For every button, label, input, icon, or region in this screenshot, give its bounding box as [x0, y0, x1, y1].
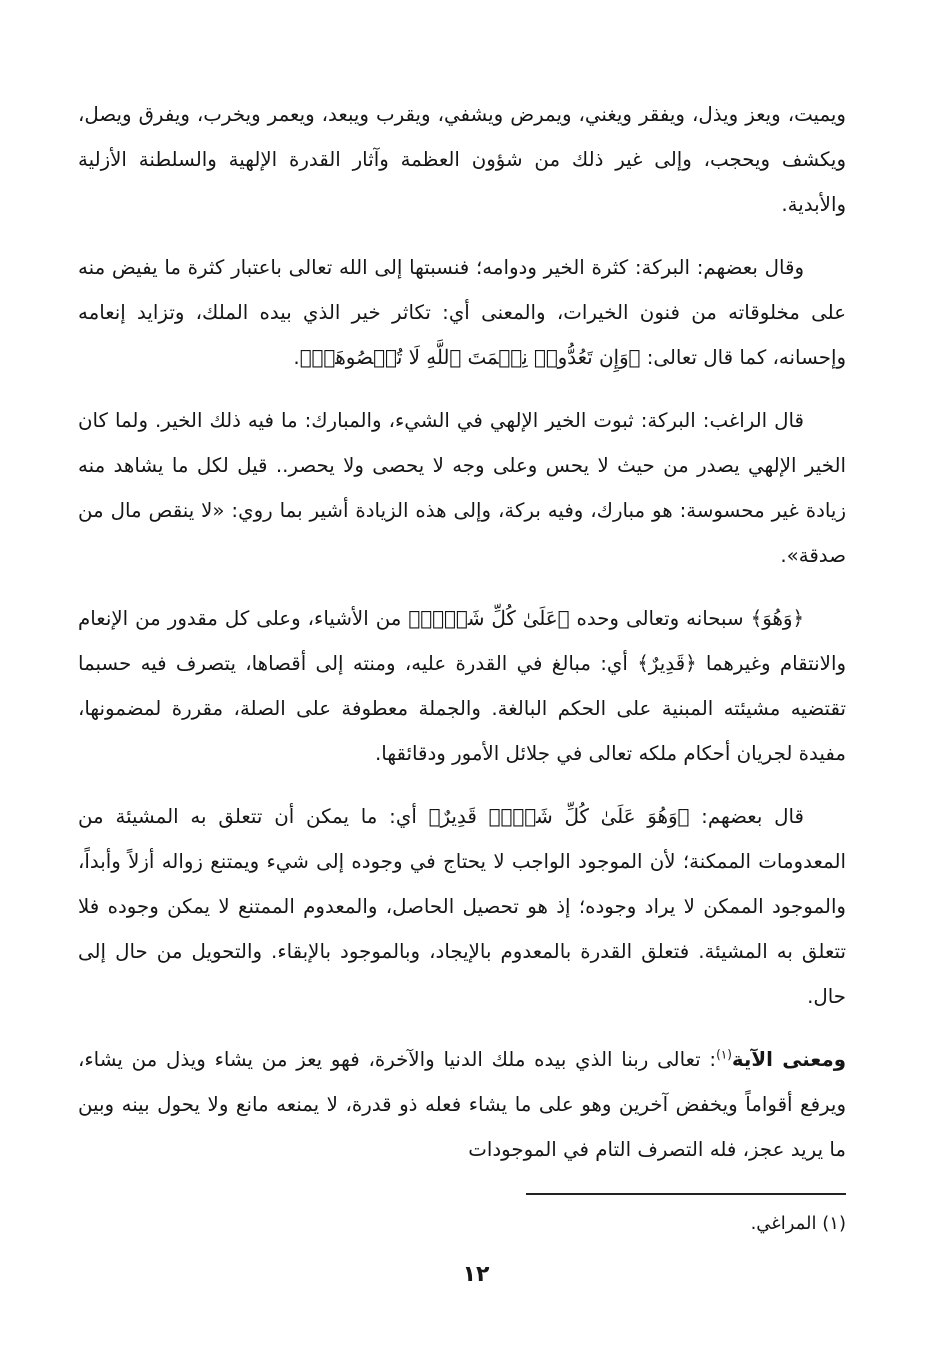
quran-verse-2: ﴿وَهُوَ عَلَىٰ كُلِّ شَيۡءٖ قَدِيرٌ﴾: [428, 805, 690, 828]
paragraph-6-text: : تعالى ربنا الذي بيده ملك الدنيا والآخرة، فهو يعز من يشاء ويذل من يشاء، ويرفع أقواماً ويخفض آخرين وهو على ما يشاء فعله ذو قدرة، لا يمنعه مانع ولا يحول بينه وبين ما يريد عجز، فله التصرف التام في الموجودات: [78, 1048, 846, 1161]
page-number: ١٢: [462, 1262, 490, 1287]
paragraph-4: [78, 596, 846, 776]
quran-word-wahuwa: ﴿وَهُوَ﴾: [750, 607, 804, 630]
footnote-separator: [526, 1193, 846, 1195]
paragraph-2-text-1: وقال بعضهم: البركة: كثرة الخير ودوامه؛ فنسبتها إلى الله تعالى باعتبار كثرة ما يفيض منه على مخلوقاته من فنون الخيرات، والمعنى أي: تكاثر خير الذي بيده الملك، وتزايد إنعامه وإحسانه، كما قال تعالى:: [78, 256, 846, 369]
quran-phrase-ala-kulli-shay: ﴿عَلَىٰ كُلِّ شَيۡءٖ﴾: [408, 607, 570, 630]
paragraph-2: [78, 245, 846, 380]
paragraph-5-text-2: أي: ما يمكن أن تتعلق به المشيئة من المعدومات الممكنة؛ لأن الموجود الواجب لا يحتاج في وجوده إلى شيء ويمتنع زواله أزلاً وأبداً، والموجود الممكن لا يراد وجوده؛ إذ هو تحصيل الحاصل، والمعدوم الممتنع لا يمكن وجوده فلا تتعلق به المشيئة. فتعلق القدرة بالمعدوم بالإيجاد، وبالموجود بالإبقاء. والتحويل من حال إلى حال.: [78, 805, 846, 1008]
paragraph-2-text-2: .: [293, 346, 300, 369]
paragraph-4-text-1: سبحانه وتعالى وحده: [569, 607, 751, 630]
paragraph-1: [78, 92, 846, 227]
paragraph-5-text-1: قال بعضهم:: [689, 805, 804, 828]
quran-verse-1: ﴿وَإِن تَعُدُّوا۟ نِعۡمَتَ ٱللَّهِ لَا تُحۡصُوهَآۗ﴾: [299, 346, 641, 369]
paragraph-6: [78, 1037, 846, 1172]
footnote-marker: (١): [716, 1047, 732, 1062]
paragraph-1-text: ويميت، ويعز ويذل، ويفقر ويغني، ويمرض ويشفي، ويقرب ويبعد، ويعمر ويخرب، ويفرق ويصل، ويكشف ويحجب، وإلى غير ذلك من شؤون العظمة وآثار القدرة الإلهية والسلطنة الأزلية والأبدية.: [78, 103, 846, 216]
footnote: (١) المراغي.: [750, 1213, 846, 1234]
paragraph-5: [78, 794, 846, 1019]
paragraph-3-text: قال الراغب: البركة: ثبوت الخير الإلهي في الشيء، والمبارك: ما فيه ذلك الخير. ولما كان الخير الإلهي يصدر من حيث لا يحس وعلى وجه لا يحصى ولا يحصر.. قيل لكل ما يشاهد منه زيادة غير محسوسة: هو مبارك، وفيه بركة، وإلى هذه الزيادة أشير بما روي: «لا ينقص مال من صدقة».: [78, 409, 846, 567]
paragraph-6-lead: ومعنى الآية: [731, 1048, 847, 1071]
paragraph-4-text-2: من الأشياء، وعلى كل مقدور من الإنعام والانتقام وغيرهما: [78, 607, 846, 675]
page-body: [78, 92, 846, 1190]
paragraph-3: [78, 398, 846, 578]
quran-word-qadir: ﴿قَدِيرٌ﴾: [637, 652, 697, 675]
paragraph-4-text-3: أي: مبالغ في القدرة عليه، ومنته إلى أقصاها، يتصرف فيه حسبما تقتضيه مشيئته المبنية على الحكم البالغة. والجملة معطوفة على الصلة، مقررة لمضمونها، مفيدة لجريان أحكام ملكه تعالى في جلائل الأمور ودقائقها.: [78, 652, 846, 765]
